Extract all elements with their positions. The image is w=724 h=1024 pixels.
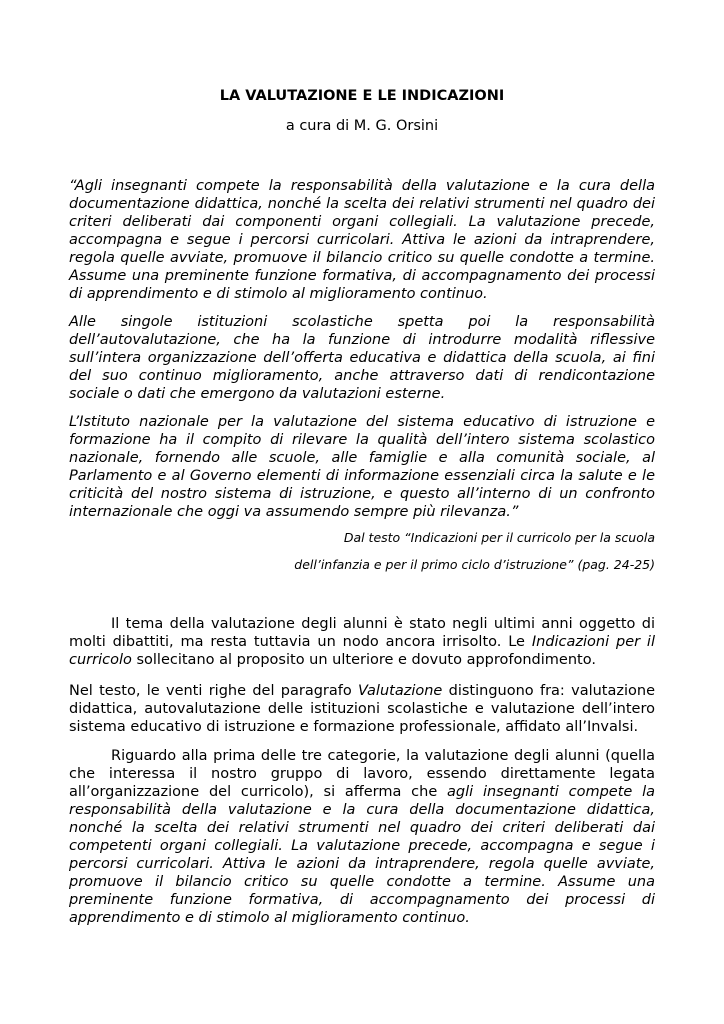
body-paragraph-2 [69,682,655,736]
p2-text-italic: Valutazione [358,683,443,699]
p2-text-c: distinguono fra: valutazione didattica, autovalutazione delle istituzioni scolastiche e valutazione dell’intero sistema educativo di istruzione e formazione professionale, affidato all’Invalsi. [69,683,655,735]
body-paragraph-3 [69,747,655,927]
p3-text-italic: agli insegnanti compete la responsabilità della valutazione e la cura della documentazione didattica, nonché la scelta dei relativi strumenti nel quadro dei criteri deliberati dai competenti organi collegiali. La valutazione precede, accompagna e segue i percorsi curricolari. Attiva le azioni da intraprendere, regola quelle avviate, promuove il bilancio critico su quelle condotte a termine. Assume una preminente funzione formativa, di accompagnamento dei processi di apprendimento e di stimolo al miglioramento continuo. [69,784,655,926]
body-paragraph-1 [69,615,655,669]
quote-paragraph-1: “Agli insegnanti compete la responsabilità della valutazione e la cura della documentazione didattica, nonché la scelta dei relativi strumenti nel quadro dei criteri deliberati dai componenti organi collegiali. La valutazione precede, accompagna e segue i percorsi curricolari. Attiva le azioni da intraprendere, regola quelle avviate, promuove il bilancio critico su quelle condotte a termine. Assume una preminente funzione formativa, di accompagnamento dei processi di apprendimento e di stimolo al miglioramento continuo. [69,178,655,302]
p1-text-c: sollecitano al proposito un ulteriore e dovuto approfondimento. [131,652,596,668]
p3-text-a: Riguardo alla prima delle tre categorie, la valutazione degli alunni (quella che interessa il nostro gruppo di lavoro, essendo direttamente legata all’organizzazione del curricolo), si afferma che [69,748,655,800]
p1-text-a: Il tema della valutazione degli alunni è stato negli ultimi anni oggetto di molti dibattiti, ma resta tuttavia un nodo ancora irrisolto. Le [69,616,655,650]
p2-text-a: Nel testo, le venti righe del paragrafo [69,683,359,699]
quote-source-line-2: dell’infanzia e per il primo ciclo d’istruzione” (pag. 24-25) [294,557,655,572]
p1-text-italic: Indicazioni per il curricolo [69,634,655,668]
document-author: a cura di M. G. Orsini [285,118,439,134]
document-title: LA VALUTAZIONE E LE INDICAZIONI [219,88,505,104]
quote-source-line-1: Dal testo “Indicazioni per il curricolo per la scuola [343,530,655,545]
quote-paragraph-3: L’Istituto nazionale per la valutazione del sistema educativo di istruzione e formazione ha il compito di rilevare la qualità dell’intero sistema scolastico nazionale, fornendo alle scuole, alle famiglie e alla comunità sociale, al Parlamento e al Governo elementi di informazione essenziali circa la salute e le criticità del nostro sistema di istruzione, e questo all’interno di un confronto internazionale che oggi va assumendo sempre più rilevanza.” [69,414,655,520]
quote-paragraph-2: Alle singole istituzioni scolastiche spetta poi la responsabilità dell’autovalutazione, che ha la funzione di introdurre modalità riflessive sull’intera organizzazione dell’offerta educativa e didattica della scuola, ai fini del suo continuo miglioramento, anche attraverso dati di rendicontazione sociale o dati che emergono da valutazioni esterne. [69,314,655,402]
